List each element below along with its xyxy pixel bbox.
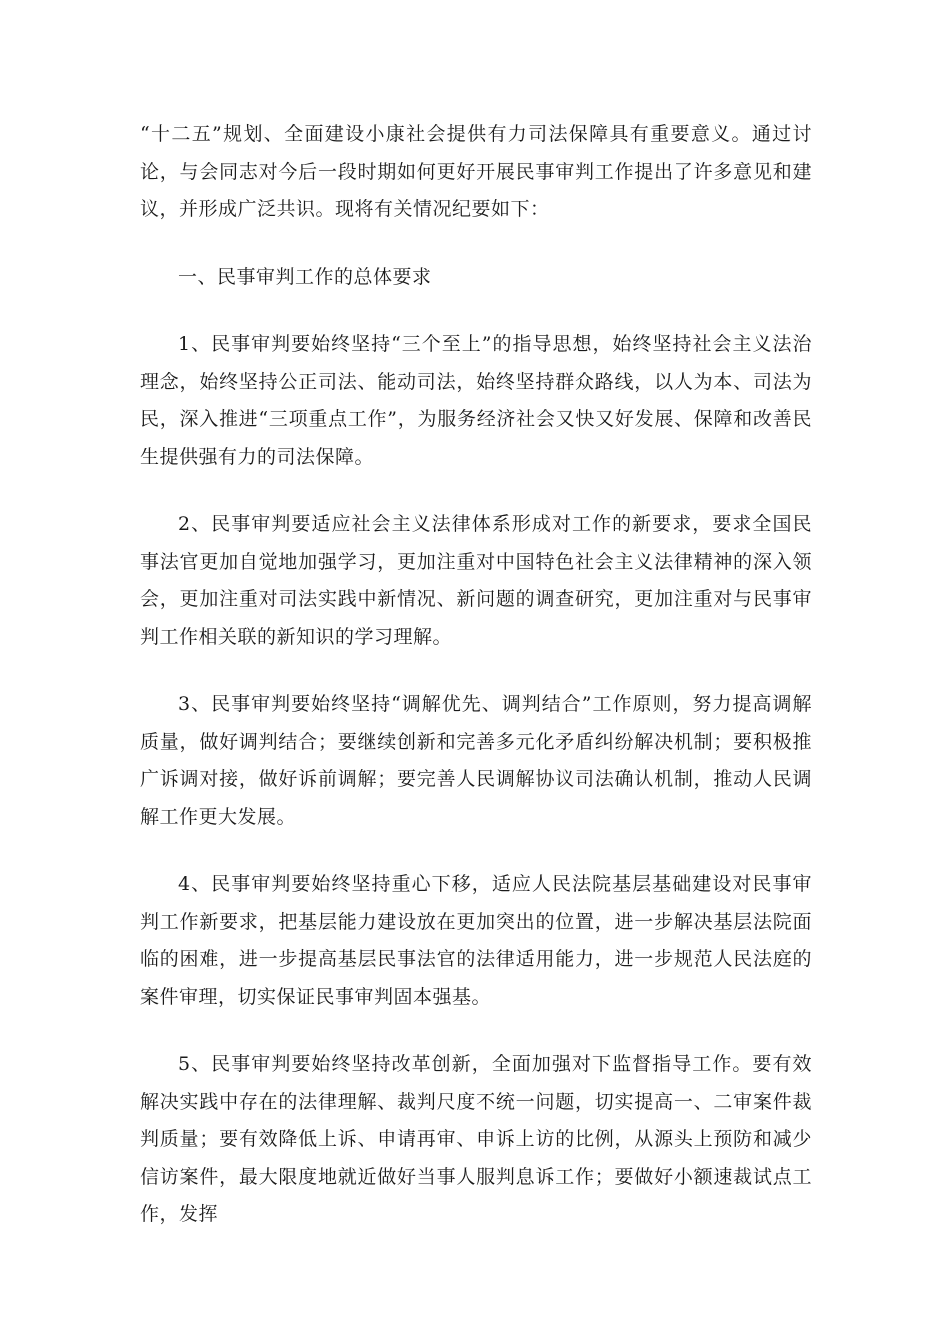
paragraph-item-5: 5、民事审判要始终坚持改革创新，全面加强对下监督指导工作。要有效解决实践中存在的法律理解、裁判尺度不统一问题，切实提高一、二审案件裁判质量；要有效降低上诉、申请再审、申诉上访的比例，从源头上预防和减少信访案件，最大限度地就近做好当事人服判息诉工作；要做好小额速裁试点工作，发挥 bbox=[140, 1053, 812, 1225]
document-body bbox=[140, 116, 812, 1264]
paragraph-item-1: 1、民事审判要始终坚持“三个至上”的指导思想，始终坚持社会主义法治理念，始终坚持公正司法、能动司法，始终坚持群众路线，以人为本、司法为民，深入推进“三项重点工作”，为服务经济社会又快又好发展、保障和改善民生提供强有力的司法保障。 bbox=[140, 333, 812, 468]
paragraph-item-3: 3、民事审判要始终坚持“调解优先、调判结合”工作原则，努力提高调解质量，做好调判结合；要继续创新和完善多元化矛盾纠纷解决机制；要积极推广诉调对接，做好诉前调解；要完善人民调解协议司法确认机制，推动人民调解工作更大发展。 bbox=[140, 693, 812, 828]
paragraph-intro-continuation: “十二五”规划、全面建设小康社会提供有力司法保障具有重要意义。通过讨论，与会同志对今后一段时期如何更好开展民事审判工作提出了许多意见和建议，并形成广泛共识。现将有关情况纪要如下： bbox=[140, 123, 812, 220]
section-heading: 一、民事审判工作的总体要求 bbox=[178, 265, 432, 288]
paragraph-item-4: 4、民事审判要始终坚持重心下移，适应人民法院基层基础建设对民事审判工作新要求，把基层能力建设放在更加突出的位置，进一步解决基层法院面临的困难，进一步提高基层民事法官的法律适用能力，进一步规范人民法庭的案件审理，切实保证民事审判固本强基。 bbox=[140, 873, 812, 1008]
paragraph-item-2: 2、民事审判要适应社会主义法律体系形成对工作的新要求，要求全国民事法官更加自觉地加强学习，更加注重对中国特色社会主义法律精神的深入领会，更加注重对司法实践中新情况、新问题的调查研究，更加注重对与民事审判工作相关联的新知识的学习理解。 bbox=[140, 513, 812, 648]
